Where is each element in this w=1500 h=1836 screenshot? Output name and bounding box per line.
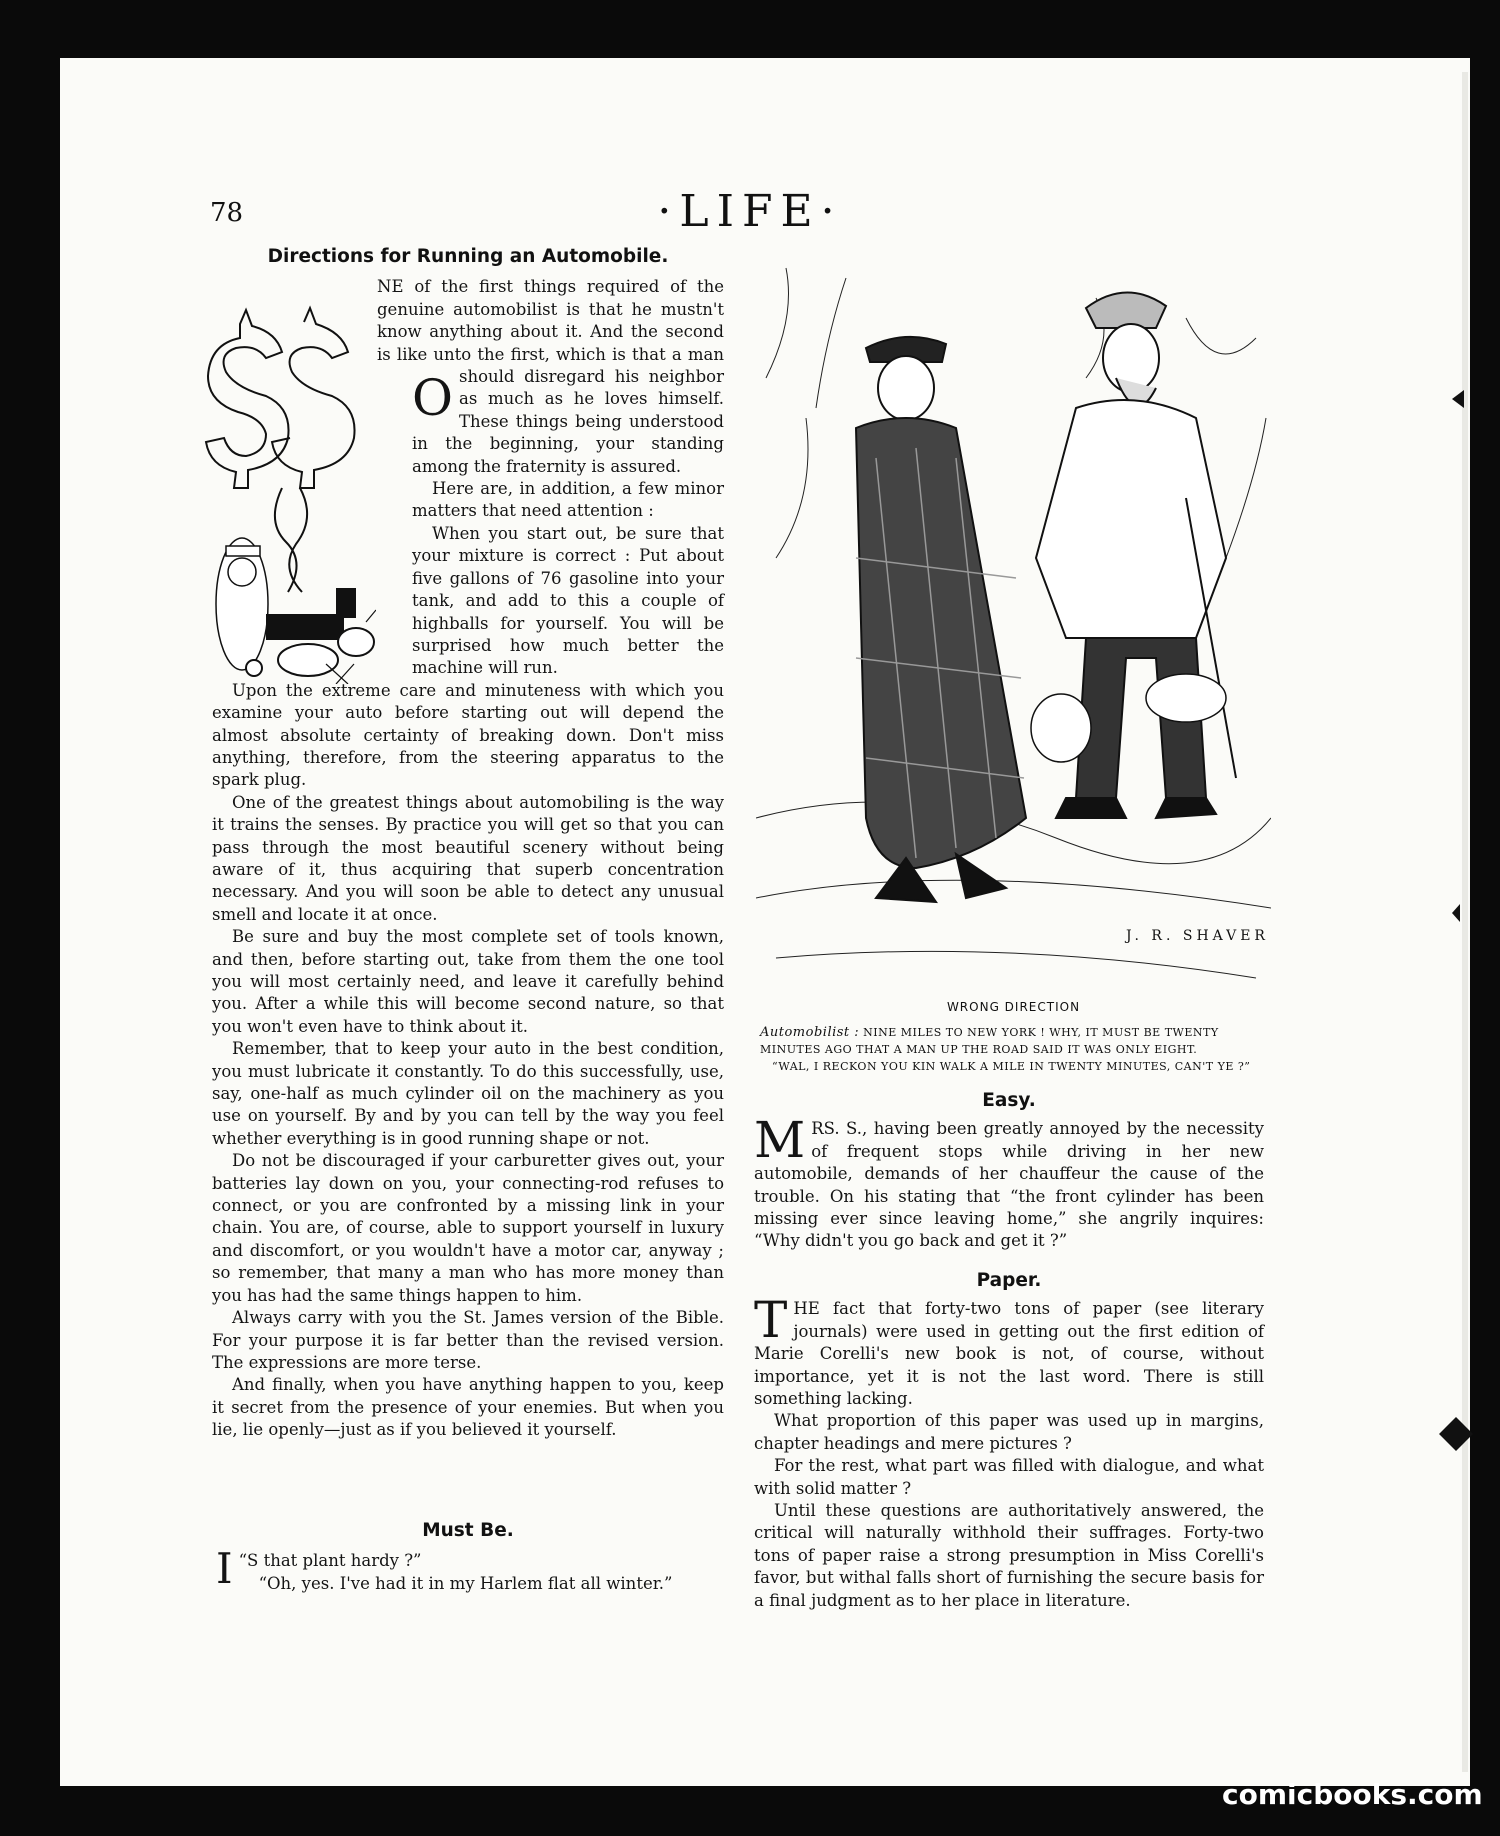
article-paragraph: What proportion of this paper was used up in margins, chapter headings and mere pictures ? xyxy=(754,1411,1264,1453)
illustration-spacer xyxy=(212,376,412,678)
article-paragraph: One of the greatest things about automobiling is the way it trains the senses. By practice you will get so that you can pass through the most beautiful scenery without being aware of it, thus acquiring that superb concentration necessary. And you will soon be able to detect any unusual smell and locate it at once. xyxy=(212,792,724,924)
article-directions xyxy=(212,246,724,1442)
binding-mark xyxy=(1452,904,1460,922)
article-paragraph: Do not be discouraged if your carburetter gives out, your batteries lay down on you, your connecting-rod refuses to connect, or you are confronted by a missing link in your chain. You are, of course, able to support yourself in luxury and discomfort, or you wouldn't have a motor car, anyway ; so remember, that many a man who has more money than you has had the same things happen to him. xyxy=(212,1151,724,1305)
article-paragraph: Remember, that to keep your auto in the best condition, you must lubricate it constantly. To do this successfully, use, say, one-half as much cylinder oil on the machinery as you use on yourself. By and by you can tell by the way you feel whether everything is in good running shape or not. xyxy=(212,1039,724,1148)
article-paragraph: THE fact that forty-two tons of paper (see literary journals) were used in getting out the first edition of Marie Corelli's new book is not, of course, without importance, yet it is not the last word. There is still something lacking. xyxy=(754,1291,1264,1409)
page-edge xyxy=(1462,72,1468,1772)
wrong-direction-cartoon xyxy=(756,258,1271,996)
caption-line: NINE MILES TO NEW YORK ! WHY, IT MUST BE TWENTY MINUTES AGO THAT A MAN UP THE ROAD SAID IT WAS ONLY EIGHT. xyxy=(760,1026,1219,1056)
binding-mark xyxy=(1452,390,1464,408)
article-title: Directions for Running an Automobile. xyxy=(267,246,669,267)
caption-reply: “WAL, I RECKON YOU KIN WALK A MILE IN TWENTY MINUTES, CAN'T YE ?” xyxy=(772,1060,1251,1073)
article-paragraph: MRS. S., having been greatly annoyed by the necessity of frequent stops while driving in her new automobile, demands of her chauffeur the cause of the trouble. On his stating that “the front cylinder has been missing ever since leaving home,” she angrily inquires: “Why didn't you go back and get it ?” xyxy=(754,1111,1264,1251)
masthead-title: ·LIFE· xyxy=(657,186,843,237)
caption-speaker: Automobilist : xyxy=(760,1025,860,1040)
dropcap: I xyxy=(216,1544,233,1594)
dropcap: O xyxy=(412,369,453,428)
article-paper xyxy=(754,1270,1264,1612)
dropcap: T xyxy=(754,1291,788,1350)
dialogue-line: “Oh, yes. I've had it in my Harlem flat all winter.” xyxy=(258,1573,673,1593)
article-title: Must Be. xyxy=(422,1520,514,1541)
dropcap: M xyxy=(754,1111,806,1170)
article-title: Paper. xyxy=(976,1270,1042,1291)
article-paragraph: Here are, in addition, a few minor matters that need attention : xyxy=(412,479,724,521)
cartoon-caption-title: WRONG DIRECTION xyxy=(946,1000,1081,1014)
site-watermark: comicbooks.com xyxy=(1222,1778,1483,1811)
article-paragraph: When you start out, be sure that your mixture is correct : Put about five gallons of 76 gasoline into your tank, and add to this a couple of highballs for yourself. You will be surprised how much better the machine will run. xyxy=(412,523,724,678)
article-paragraph: Until these questions are authoritatively answered, the critical will naturally withhold their suffrages. Forty-two tons of paper raise a strong presumption in Miss Corelli's favor, but withal falls short of furnishing the secure basis for a final judgment as to her place in literature. xyxy=(754,1501,1264,1610)
page-number: 78 xyxy=(210,198,244,228)
article-easy xyxy=(754,1090,1264,1253)
article-paragraph: For the rest, what part was filled with dialogue, and what with solid matter ? xyxy=(754,1456,1264,1498)
article-must-be xyxy=(212,1520,724,1595)
article-paragraph: Upon the extreme care and minuteness with which you examine your auto before starting out will depend the almost absolute certainty of breaking down. Don't miss anything, therefore, from the steering apparatus to the spark plug. xyxy=(212,680,724,790)
article-paragraph: O NE of the first things required of the genuine automobilist is that he mustn't know anything about it. And the second is like unto the first, which is that a man should disregard his neighbor as much as he loves himself. These things being understood in the beginning, your standing among the fraternity is assured. xyxy=(377,277,724,476)
illustration-spacer xyxy=(212,276,377,376)
cartoon-caption xyxy=(760,1024,1270,1075)
article-title: Easy. xyxy=(982,1090,1036,1111)
article-paragraph: Always carry with you the St. James version of the Bible. For your purpose it is far better than the revised version. The expressions are more terse. xyxy=(212,1308,724,1372)
article-paragraph: And finally, when you have anything happen to you, keep it secret from the presence of your enemies. But when you lie, lie openly—just as if you believed it yourself. xyxy=(212,1375,724,1440)
dialogue-line: “ I S that plant hardy ?” xyxy=(216,1544,422,1594)
cartoon-signature: J. R. SHAVER xyxy=(1126,928,1269,944)
article-paragraph: Be sure and buy the most complete set of tools known, and then, before starting out, take from them the one tool you will most certainly need, and leave it carefully behind you. After a while this will become second nature, so that you won't even have to think about it. xyxy=(212,927,724,1036)
